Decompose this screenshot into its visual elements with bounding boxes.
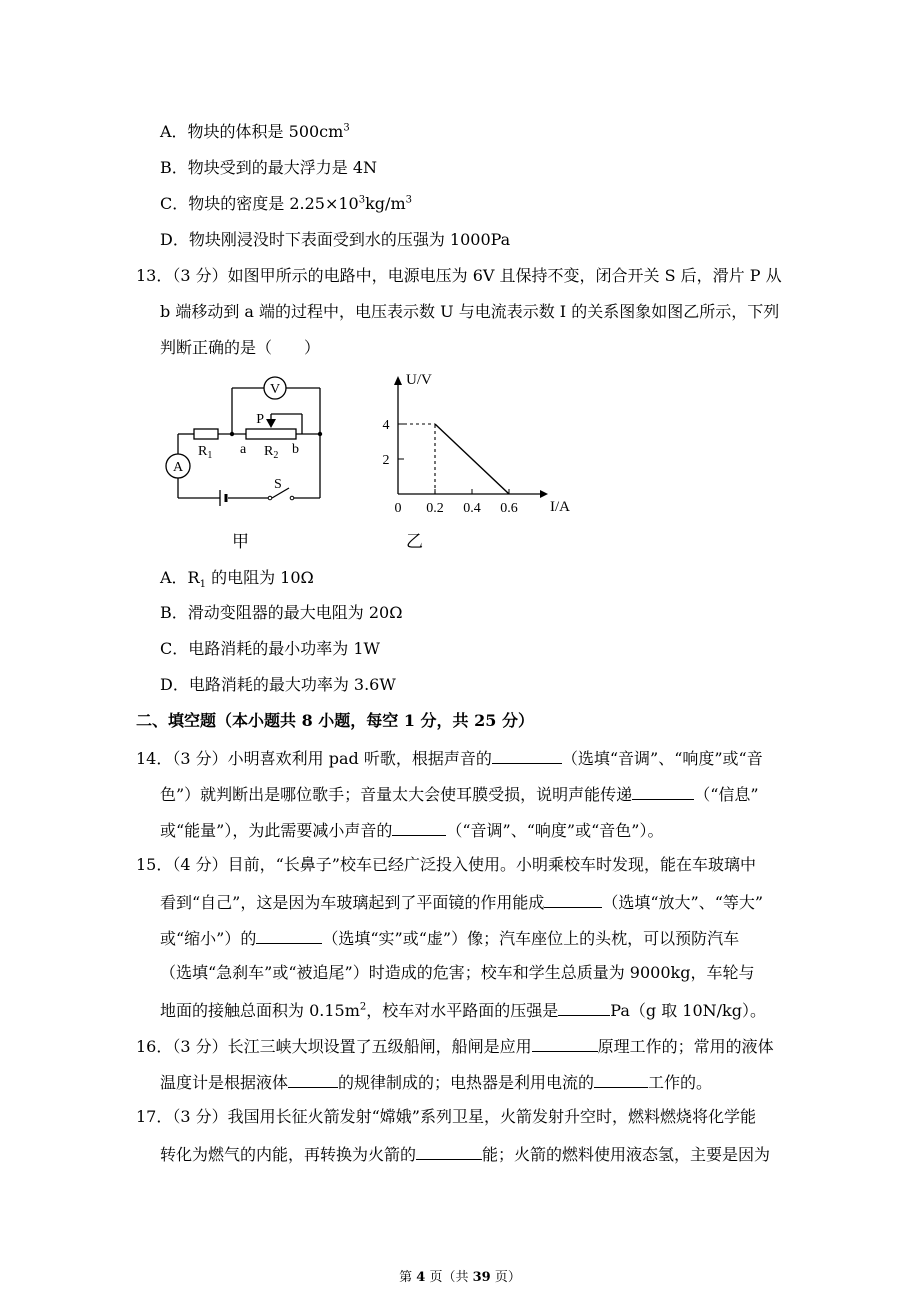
q14-blank-2[interactable] xyxy=(632,783,694,800)
page-footer xyxy=(0,1266,920,1285)
q12-option-c-sup2: 3 xyxy=(405,194,412,206)
footer-middle: 页（共 xyxy=(425,1270,473,1285)
q16-text-1a: 16．（3 分）长江三峡大坝设置了五级船闸，船闸是应用 xyxy=(136,1037,532,1056)
q12-option-a-text: A．物块的体积是 500cm xyxy=(160,122,344,141)
q15-text-5a: 地面的接触总面积为 0.15m xyxy=(160,1001,360,1020)
q14-text-1b: （选填“音调”、“响度”或“音 xyxy=(561,749,763,768)
q12-option-c-unit: kg/m xyxy=(365,194,406,213)
section-2-heading: 二、填空题（本小题共 8 小题，每空 1 分，共 25 分） xyxy=(136,711,534,730)
q15-line-2 xyxy=(160,891,763,913)
q16-line-2 xyxy=(160,1071,712,1093)
footer-total-pages: 39 xyxy=(472,1270,491,1285)
q14-blank-1[interactable] xyxy=(492,747,562,764)
q13-option-a-suffix: 的电阻为 10Ω xyxy=(205,568,314,587)
r1-label: $R_1$ xyxy=(198,444,213,461)
q15-line-4: （选填“急刹车”或“被追尾”）时造成的危害；校车和学生总质量为 9000kg，车轮与 xyxy=(160,963,755,982)
q14-line-3 xyxy=(160,819,663,841)
q14-text-2a: 色”）就判断出是哪位歌手；音量太大会使耳膜受损，说明声能传递 xyxy=(160,785,633,804)
resistor-r2 xyxy=(246,429,296,439)
x-tick-label: 0.2 xyxy=(426,501,444,516)
y-axis-arrow xyxy=(394,376,402,385)
q14-text-2b: （“信息” xyxy=(694,785,759,804)
q15-text-5b: ，校车对水平路面的压强是 xyxy=(366,1001,559,1020)
q15-sup: 2 xyxy=(359,1001,367,1013)
q15-text-3a: 或“缩小”）的 xyxy=(160,929,257,948)
q15-line-3 xyxy=(160,927,739,949)
circuit-diagram xyxy=(162,370,342,510)
footer-page-number: 4 xyxy=(416,1270,426,1285)
q14-text-3b: （“音调”、“响度”或“音色”）。 xyxy=(446,821,664,840)
u-i-data-line xyxy=(435,424,509,494)
y-axis-label: U/V xyxy=(406,372,432,388)
q16-blank-3[interactable] xyxy=(594,1071,648,1088)
q12-option-b: B．物块受到的最大浮力是 4N xyxy=(160,158,378,177)
q13-line-1: 13．（3 分）如图甲所示的电路中，电源电压为 6V 且保持不变，闭合开关 S 后，滑片 P 从 xyxy=(136,266,782,285)
q15-blank-1[interactable] xyxy=(544,891,602,908)
end-a-label: a xyxy=(240,442,247,457)
q16-text-2c: 工作的。 xyxy=(648,1073,713,1092)
resistor-r1 xyxy=(194,429,218,439)
ammeter-label: A xyxy=(172,460,184,475)
u-i-graph xyxy=(378,366,578,516)
x-tick-label: 0.4 xyxy=(463,501,481,516)
q13-line-2: b 端移动到 a 端的过程中，电压表示数 U 与电流表示数 I 的关系图象如图乙所示，下列 xyxy=(160,302,780,321)
q12-option-c-sup1: 3 xyxy=(358,194,366,206)
graph-caption: 乙 xyxy=(406,532,423,552)
q13-option-a-sub: 1 xyxy=(199,579,206,591)
y-tick-label: 4 xyxy=(382,418,390,433)
circuit-caption: 甲 xyxy=(232,532,249,552)
q16-text-2b: 的规律制成的；电热器是利用电流的 xyxy=(338,1073,595,1092)
q17-text-2b: 能；火箭的燃料使用液态氢，主要是因为 xyxy=(482,1145,771,1164)
x-tick-label: 0.6 xyxy=(500,501,518,516)
q16-blank-2[interactable] xyxy=(288,1071,338,1088)
q13-line-3: 判断正确的是（ ） xyxy=(160,338,321,357)
q15-text-5c: Pa（g 取 10N/kg）。 xyxy=(610,1001,766,1020)
q15-text-3b: （选填“实”或“虚”）像；汽车座位上的头枕，可以预防汽车 xyxy=(322,929,740,948)
q13-option-a xyxy=(160,568,314,591)
q14-text-1a: 14．（3 分）小明喜欢利用 pad 听歌，根据声音的 xyxy=(136,749,492,768)
q14-line-1 xyxy=(136,747,763,769)
q12-option-d: D．物块刚浸没时下表面受到水的压强为 1000Pa xyxy=(160,230,511,249)
q12-option-a xyxy=(160,122,350,142)
q17-text-2a: 转化为燃气的内能，再转换为火箭的 xyxy=(160,1145,417,1164)
footer-suffix: 页） xyxy=(490,1270,521,1285)
q15-text-2a: 看到“自己”，这是因为车玻璃起到了平面镜的作用能成 xyxy=(160,893,545,912)
q13-option-a-text: A．R xyxy=(160,568,200,587)
r2-label: $R_2$ xyxy=(264,444,279,461)
q15-blank-2[interactable] xyxy=(256,927,322,944)
q17-line-1: 17．（3 分）我国用长征火箭发射“嫦娥”系列卫星，火箭发射升空时，燃料燃烧将化学能 xyxy=(136,1107,756,1126)
q17-line-2 xyxy=(160,1143,770,1165)
q13-option-c: C．电路消耗的最小功率为 1W xyxy=(160,639,380,658)
q13-option-b: B．滑动变阻器的最大电阻为 20Ω xyxy=(160,603,403,622)
q14-blank-3[interactable] xyxy=(392,819,446,836)
end-b-label: b xyxy=(292,442,299,457)
x-tick-label: 0 xyxy=(394,501,402,516)
q15-line-5 xyxy=(160,999,766,1021)
q16-text-1b: 原理工作的；常用的液体 xyxy=(597,1037,774,1056)
q12-option-a-sup: 3 xyxy=(343,122,350,134)
voltmeter-label: V xyxy=(269,382,281,397)
q12-option-c xyxy=(160,194,412,214)
q16-text-2a: 温度计是根据液体 xyxy=(160,1073,289,1092)
q15-blank-3[interactable] xyxy=(558,999,610,1016)
x-axis-arrow xyxy=(540,490,548,498)
q16-line-1 xyxy=(136,1035,774,1057)
q15-line-1: 15．（4 分）目前，“长鼻子”校车已经广泛投入使用。小明乘校车时发现，能在车玻璃中 xyxy=(136,855,756,874)
slider-label: P xyxy=(256,412,264,427)
q15-text-2b: （选填“放大”、“等大” xyxy=(602,893,764,912)
q14-text-3a: 或“能量”），为此需要减小声音的 xyxy=(160,821,393,840)
y-tick-label: 2 xyxy=(382,453,390,468)
switch-label: S xyxy=(274,477,282,492)
q14-line-2 xyxy=(160,783,759,805)
footer-prefix: 第 xyxy=(399,1270,417,1285)
q12-option-c-text: C．物块的密度是 2.25×10 xyxy=(160,194,359,213)
q17-blank-1[interactable] xyxy=(416,1143,482,1160)
q16-blank-1[interactable] xyxy=(532,1035,598,1052)
x-axis-label: I/A xyxy=(550,499,570,515)
slider-arrow xyxy=(266,419,276,428)
q13-option-d: D．电路消耗的最大功率为 3.6W xyxy=(160,675,396,694)
